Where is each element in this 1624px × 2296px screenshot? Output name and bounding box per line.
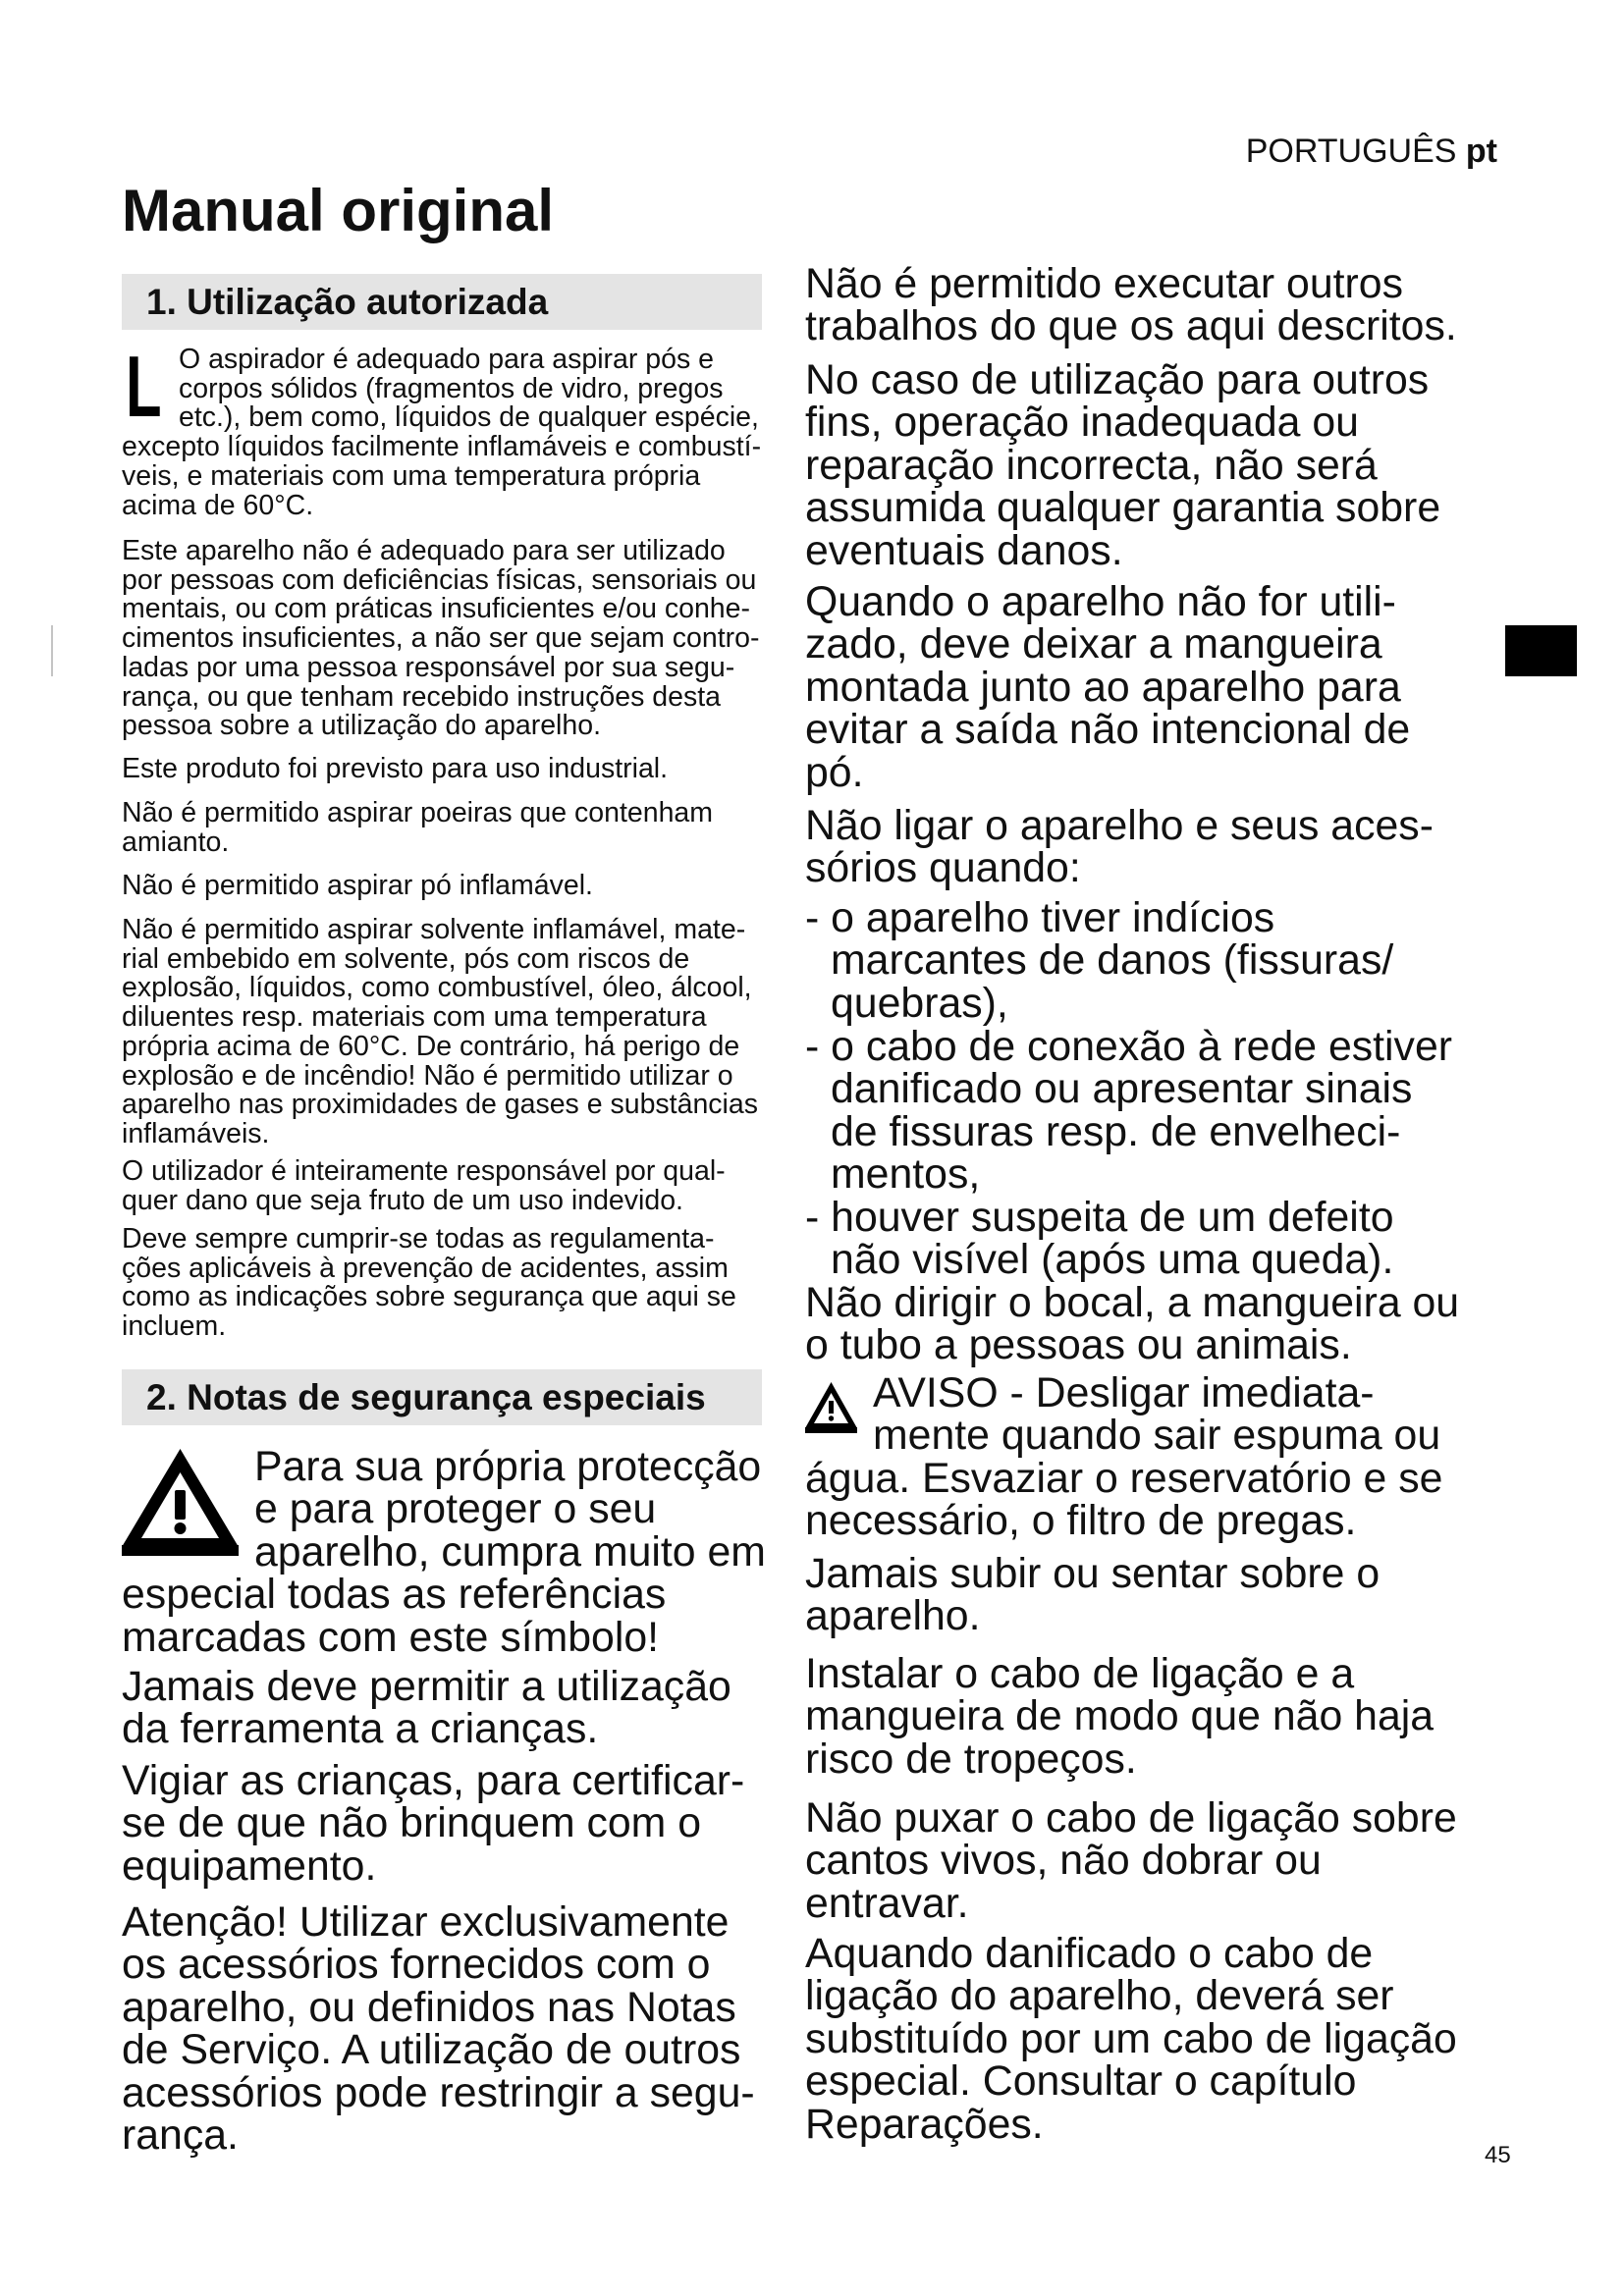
paragraph-cable-replacement — [805, 1930, 1457, 2148]
paragraph-flammable-solvents — [122, 916, 758, 1149]
paragraph-cable-edges — [805, 1794, 1457, 1927]
margin-mark — [51, 625, 53, 676]
text-line: ladas por uma pessoa responsável por sua segu- — [122, 651, 735, 683]
text-line: da ferramenta a crianças. — [122, 1705, 599, 1753]
text-line: ligação do aparelho, deverá ser — [805, 1972, 1394, 2020]
text-line: Não é permitido aspirar solvente inflamável, mate- — [122, 914, 746, 945]
text-line: aparelho, ou definidos nas Notas — [122, 1983, 736, 2031]
paragraph-cable-routing — [805, 1650, 1435, 1783]
text-line: mentos, — [831, 1150, 981, 1199]
text-line: se de que não brinquem com o — [122, 1799, 702, 1847]
paragraph-symbol-notice — [122, 1443, 766, 1661]
text-line: Quando o aparelho não for utili- — [805, 578, 1396, 625]
text-line: etc.), bem como, líquidos de qualquer espécie, — [179, 401, 759, 434]
list-item — [805, 1194, 1394, 1284]
text-line: os acessórios fornecidos com o — [122, 1941, 711, 1989]
text-line: necessário, o filtro de pregas. — [805, 1497, 1357, 1545]
text-line: por pessoas com deficiências físicas, sensoriais ou — [122, 563, 757, 596]
text-line: aparelho, cumpra muito em — [254, 1527, 766, 1575]
text-line: - o aparelho tiver indícios — [805, 894, 1275, 941]
text-line: O utilizador é inteiramente responsável por qual- — [122, 1155, 726, 1187]
text-line: corpos sólidos (fragmentos de vidro, pregos — [179, 372, 724, 404]
text-line: especial todas as referências — [122, 1571, 667, 1619]
text-line: e para proteger o seu — [254, 1485, 657, 1533]
section-heading-safety-notes — [122, 1369, 762, 1425]
text-line: explosão e de incêndio! Não é permitido utilizar o — [122, 1059, 733, 1092]
text-line: aparelho. — [805, 1592, 981, 1640]
text-line: - houver suspeita de um defeito — [805, 1194, 1394, 1241]
paragraph-flammable-dust — [122, 872, 593, 901]
text-line: de Serviço. A utilização de outros — [122, 2026, 741, 2074]
text-line: acima de 60°C. — [122, 489, 314, 521]
section-heading-text: 2. Notas de segurança especiais — [146, 1376, 706, 1417]
text-line: entravar. — [805, 1879, 969, 1927]
text-line: Reparações. — [805, 2100, 1044, 2148]
page-title: Manual original — [122, 178, 555, 243]
text-line: equipamento. — [122, 1842, 377, 1890]
text-line: AVISO - Desligar imediata- — [873, 1369, 1375, 1416]
text-line: risco de tropeços. — [805, 1735, 1137, 1783]
paragraph-children-use — [122, 1663, 731, 1753]
text-line: mente quando sair espuma ou — [873, 1412, 1441, 1460]
paragraph-regulations — [122, 1225, 736, 1342]
text-line: mangueira de modo que não haja — [805, 1692, 1435, 1740]
text-line: eventuais danos. — [805, 526, 1123, 574]
text-line: Instalar o cabo de ligação e a — [805, 1650, 1355, 1697]
paragraph-warranty — [805, 356, 1441, 574]
paragraph-do-not-connect — [805, 802, 1434, 892]
language-label — [1246, 134, 1497, 168]
text-line: aparelho nas proximidades de gases e substâncias — [122, 1089, 758, 1121]
text-line: ções aplicáveis à prevenção de acidentes, assim — [122, 1252, 729, 1284]
paragraph-suitability — [122, 338, 762, 521]
text-line: excepto líquidos facilmente inflamáveis e combustí- — [122, 431, 762, 463]
text-line: especial. Consultar o capítulo — [805, 2057, 1357, 2106]
text-line: não visível (após uma queda). — [831, 1236, 1394, 1284]
text-line: explosão, líquidos, como combustível, óleo, álcool, — [122, 972, 752, 1004]
text-line: quebras), — [831, 979, 1008, 1027]
text-line: rial embebido em solvente, pós com riscos de — [122, 942, 690, 975]
text-line: zado, deve deixar a mangueira — [805, 620, 1382, 668]
text-line: marcantes de danos (fissuras/ — [831, 936, 1394, 985]
text-line: Atenção! Utilizar exclusivamente — [122, 1898, 730, 1946]
text-line: assumida qualquer garantia sobre — [805, 484, 1441, 532]
text-line: amianto. — [122, 826, 230, 858]
paragraph-accessories — [122, 1898, 755, 2160]
paragraph-supervise-children — [122, 1757, 745, 1890]
text-line: cantos vivos, não dobrar ou — [805, 1837, 1322, 1885]
text-line: Não ligar o aparelho e seus aces- — [805, 802, 1434, 849]
paragraph-industrial-use — [122, 755, 668, 784]
text-line: danificado ou apresentar sinais — [831, 1065, 1413, 1113]
page-number: 45 — [1485, 2142, 1511, 2168]
paragraph-asbestos — [122, 799, 713, 857]
text-line: Este produto foi previsto para uso industrial. — [122, 753, 669, 784]
text-line: Aquando danificado o cabo de — [805, 1930, 1374, 1977]
text-line: acessórios pode restringir a segu- — [122, 2068, 755, 2116]
text-line: Não é permitido aspirar poeiras que contenham — [122, 797, 714, 828]
list-item — [805, 894, 1394, 1027]
paragraph-do-not-point — [805, 1279, 1460, 1369]
list-item — [805, 1023, 1453, 1199]
paragraph-aviso-foam — [805, 1369, 1443, 1545]
paragraph-restricted-persons — [122, 537, 760, 741]
text-line: marcadas com este símbolo! — [122, 1613, 660, 1661]
text-line: montada junto ao aparelho para — [805, 663, 1401, 711]
text-line: cimentos insuficientes, a não ser que sejam contro- — [122, 622, 760, 655]
text-line: - o cabo de conexão à rede estiver — [805, 1023, 1453, 1070]
text-line: inflamáveis. — [122, 1117, 270, 1149]
chapter-thumb-tab — [1505, 625, 1577, 676]
paragraph-user-responsibility — [122, 1157, 726, 1215]
text-line: sórios quando: — [805, 844, 1081, 892]
text-line: mentais, ou com práticas insuficientes e/ou conhe- — [122, 593, 750, 625]
text-line: Vigiar as crianças, para certificar- — [122, 1757, 745, 1804]
text-line: Não é permitido executar outros — [805, 260, 1403, 307]
text-line: fins, operação inadequada ou — [805, 399, 1359, 447]
text-line: pó. — [805, 748, 864, 796]
text-line: Não dirigir o bocal, a mangueira ou — [805, 1279, 1460, 1326]
language-name: PORTUGUÊS — [1245, 133, 1457, 170]
text-line: Jamais subir ou sentar sobre o — [805, 1550, 1380, 1597]
text-line: água. Esvaziar o reservatório e se — [805, 1454, 1443, 1502]
text-line: quer dano que seja fruto de um uso indevido. — [122, 1184, 683, 1216]
text-line: Jamais deve permitir a utilização — [122, 1663, 731, 1710]
text-line: pessoa sobre a utilização do aparelho. — [122, 710, 601, 742]
paragraph-do-not-climb — [805, 1550, 1380, 1640]
text-line: No caso de utilização para outros — [805, 356, 1430, 403]
text-line: trabalhos do que os aqui descritos. — [805, 302, 1457, 350]
text-line: Para sua própria protecção — [254, 1443, 762, 1490]
text-line: rança, ou que tenham recebido instruções desta — [122, 680, 721, 713]
text-line: incluem. — [122, 1310, 227, 1343]
section-heading-intended-use — [122, 274, 762, 330]
language-code: pt — [1465, 133, 1497, 170]
text-line: veis, e materiais com uma temperatura própria — [122, 459, 701, 492]
text-line: evitar a saída não intencional de — [805, 706, 1411, 754]
text-line: rança. — [122, 2111, 239, 2160]
text-line: reparação incorrecta, não será — [805, 441, 1378, 489]
text-line: Este aparelho não é adequado para ser utilizado — [122, 535, 726, 566]
text-line: própria acima de 60°C. De contrário, há perigo de — [122, 1030, 740, 1062]
text-line: O aspirador é adequado para aspirar pós e — [179, 344, 715, 375]
text-line: substituído por um cabo de ligação — [805, 2014, 1457, 2062]
text-line: de fissuras resp. de envelheci- — [831, 1107, 1401, 1155]
text-line: Deve sempre cumprir-se todas as regulamenta- — [122, 1223, 715, 1255]
text-line: Não é permitido aspirar pó inflamável. — [122, 870, 593, 901]
dust-class-l-icon: L — [126, 338, 162, 435]
text-line: o tubo a pessoas ou animais. — [805, 1321, 1352, 1369]
text-line: Não puxar o cabo de ligação sobre — [805, 1794, 1457, 1842]
text-line: como as indicações sobre segurança que aqui se — [122, 1281, 736, 1313]
paragraph-other-work — [805, 260, 1457, 350]
text-line: diluentes resp. materiais com uma temperatura — [122, 1001, 707, 1034]
paragraph-hose-storage — [805, 578, 1411, 796]
section-heading-text: 1. Utilização autorizada — [146, 281, 549, 322]
